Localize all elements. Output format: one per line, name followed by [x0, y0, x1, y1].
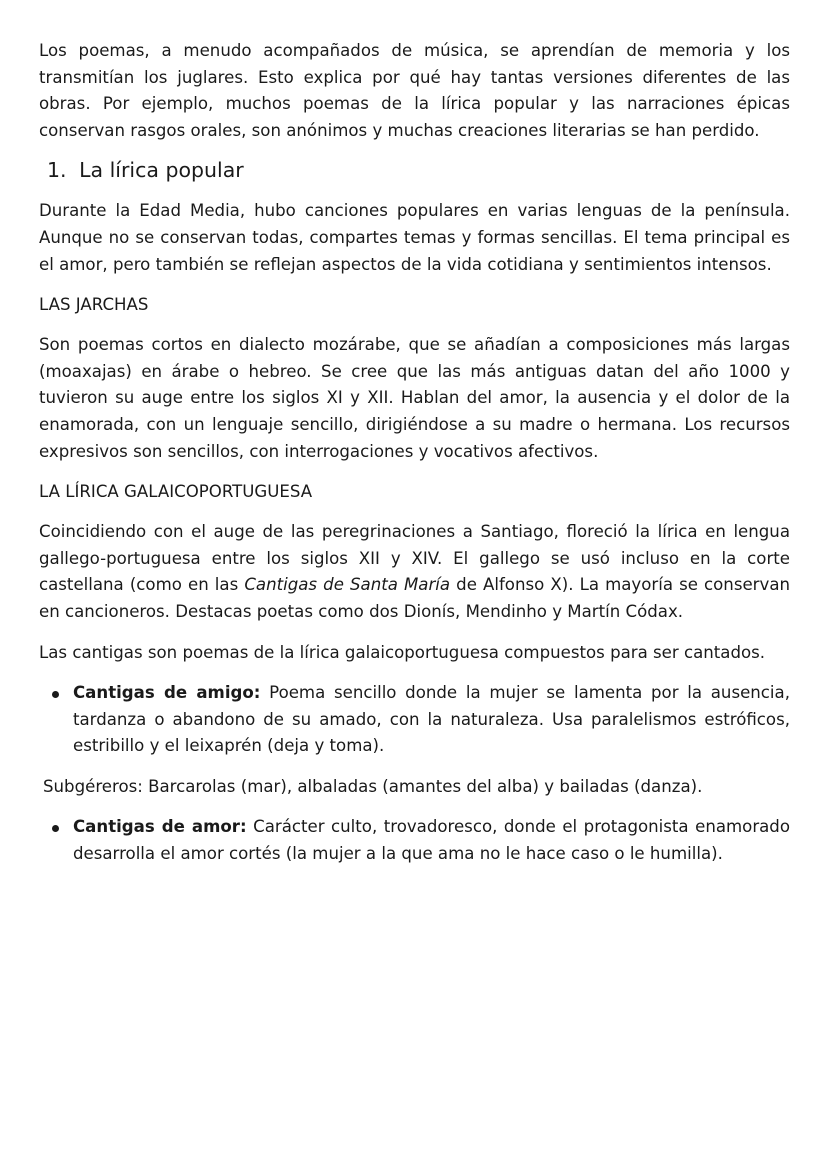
- section-heading: [39, 156, 790, 184]
- jarchas-paragraph: Son poemas cortos en dialecto mozárabe, que se añadían a composiciones más largas (moaxajas) en árabe o hebreo. Se cree que las más antiguas datan del año 1000 y tuvieron su auge entre los siglos XI y XII. Hablan del amor, la ausencia y el dolor de la enamorada, con un lenguaje sencillo, dirigiéndose a su madre o hermana. Los recursos expresivos son sencillos, con interrogaciones y vocativos afectivos.: [39, 335, 790, 461]
- list-item-amor: [39, 814, 790, 867]
- amigo-term: Cantigas de amigo:: [73, 683, 261, 703]
- subgeneros-paragraph: Subgéreros: Barcarolas (mar), albaladas (amantes del alba) y bailadas (danza).: [43, 776, 703, 796]
- galaico-text-before: Coincidiendo con el auge de las peregrinaciones a Santiago, floreció la lírica en lengua gallego-portuguesa entre los siglos XII y XIV. El gallego se usó incluso en la corte castellana (como en las: [39, 522, 790, 595]
- bullet-icon: [52, 825, 59, 832]
- durante-paragraph: Durante la Edad Media, hubo canciones populares en varias lenguas de la península. Aunque no se conservan todas, compartes temas y formas sencillas. El tema principal es el amor, pero también se reflejan aspectos de la vida cotidiana y sentimientos intensos.: [39, 201, 790, 274]
- amor-text: Carácter culto, trovadoresco, donde el protagonista enamorado desarrolla el amor cortés (la mujer a la que ama no le hace caso o le humilla).: [73, 817, 790, 864]
- document-page: [39, 38, 790, 868]
- bullet-icon: [52, 691, 59, 698]
- jarchas-heading: LAS JARCHAS: [39, 295, 149, 315]
- section-title: La lírica popular: [79, 158, 244, 183]
- galaico-heading: LA LÍRICA GALAICOPORTUGUESA: [39, 482, 313, 502]
- galaico-paragraph: [39, 519, 790, 625]
- galaico-italic-title: Cantigas de Santa María: [244, 575, 451, 595]
- cantigas-intro-paragraph: Las cantigas son poemas de la lírica galaicoportuguesa compuestos para ser cantados.: [39, 642, 766, 662]
- intro-paragraph: Los poemas, a menudo acompañados de música, se aprendían de memoria y los transmitían los juglares. Esto explica por qué hay tantas versiones diferentes de las obras. Por ejemplo, muchos poemas de la lírica popular y las narraciones épicas conservan rasgos orales, son anónimos y muchas creaciones literarias se han perdido.: [39, 41, 790, 140]
- amor-list: [39, 814, 790, 867]
- amigo-text: Poema sencillo donde la mujer se lamenta por la ausencia, tardanza o abandono de su amado, con la naturaleza. Usa paralelismos estróficos, estribillo y el leixaprén (deja y toma).: [73, 683, 790, 756]
- galaico-text-after: de Alfonso X). La mayoría se conservan en cancioneros. Destacas poetas como dos Dionís, Mendinho y Martín Códax.: [39, 575, 791, 621]
- list-item-amigo: [39, 680, 790, 760]
- section-number: 1.: [47, 158, 67, 183]
- amigo-list: [39, 680, 790, 760]
- amor-term: Cantigas de amor:: [73, 817, 247, 837]
